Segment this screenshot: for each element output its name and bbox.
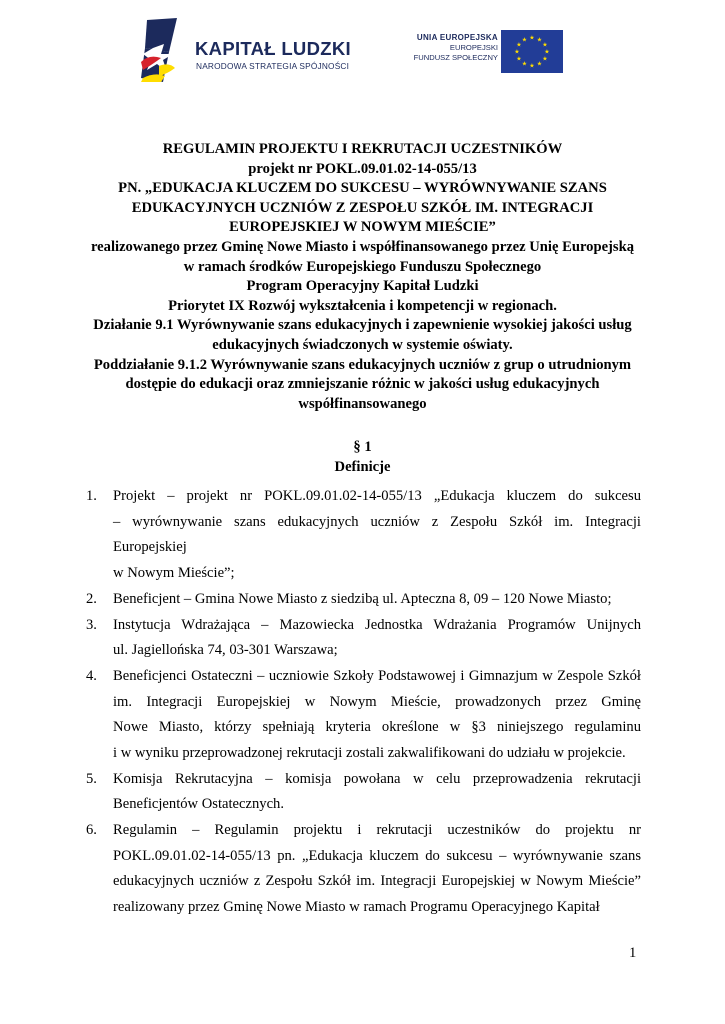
list-item-line: Regulamin – Regulamin projektu i rekrutacji uczestników do projektu nr <box>113 822 641 838</box>
list-item <box>86 664 641 766</box>
list-item-line: Beneficjentów Ostatecznych. <box>113 796 284 812</box>
list-item-number: 5. <box>86 770 97 787</box>
header-line: PN. „EDUKACJA KLUCZEM DO SUKCESU – WYRÓWNYWANIE SZANS <box>118 180 607 197</box>
list-item-line: Projekt – projekt nr POKL.09.01.02-14-055/13 „Edukacja kluczem do sukcesu <box>113 488 641 504</box>
svg-text:★: ★ <box>521 60 528 68</box>
svg-text:★: ★ <box>542 55 548 63</box>
svg-text:★: ★ <box>536 60 543 68</box>
kapital-ludzki-emblem-icon <box>139 18 191 84</box>
list-item <box>86 818 641 920</box>
section-title: Definicje <box>334 458 391 475</box>
logo-left-subtitle: NARODOWA STRATEGIA SPÓJNOŚCI <box>196 61 350 71</box>
header-line: EDUKACYJNYCH UCZNIÓW Z ZESPOŁU SZKÓŁ IM. INTEGRACJI <box>131 199 594 216</box>
eu-flag-icon <box>501 30 563 73</box>
list-item-line: realizowany przez Gminę Nowe Miasto w ramach Programu Operacyjnego Kapitał <box>113 898 600 915</box>
svg-text:★: ★ <box>529 34 535 42</box>
list-item-line: i w wyniku przeprowadzonej rekrutacji zostali zakwalifikowani do udziału w projekcie. <box>113 744 626 761</box>
eu-logo-line3: FUNDUSZ SPOŁECZNY <box>413 53 498 63</box>
section-heading <box>40 438 685 477</box>
header-line: w ramach środków Europejskiego Funduszu Społecznego <box>183 258 542 275</box>
list-item-line: – wyrównywanie szans edukacyjnych uczniów z Zespołu Szkół im. Integracji Europejskiej <box>113 513 641 555</box>
svg-text:★: ★ <box>514 48 520 56</box>
eu-logo-line2: EUROPEJSKI <box>449 43 498 53</box>
list-item-line: im. Integracji Europejskiej w Nowym Mieście, prowadzonych przez Gminę <box>113 693 641 710</box>
list-item-line: Komisja Rekrutacyjna – komisja powołana w celu przeprowadzenia rekrutacji <box>113 770 641 787</box>
list-item-number: 3. <box>86 616 97 633</box>
list-item-line: Beneficjent – Gmina Nowe Miasto z siedzibą ul. Apteczna 8, 09 – 120 Nowe Miasto; <box>113 590 612 607</box>
header-line: Działanie 9.1 Wyrównywanie szans edukacyjnych i zapewnienie wysokiej jakości usług <box>93 317 632 334</box>
header-line: realizowanego przez Gminę Nowe Miasto i współfinansowanego przez Unię Europejską <box>90 238 635 255</box>
list-item-line: edukacyjnych uczniów z Zespołu Szkół im. Integracji Europejskiej w Nowym Mieście” <box>113 873 641 889</box>
kapital-ludzki-logo <box>139 18 349 84</box>
header-line: Priorytet IX Rozwój wykształcenia i kompetencji w regionach. <box>168 297 557 314</box>
definitions-list <box>86 484 641 921</box>
list-item-number: 6. <box>86 822 97 838</box>
logo-left-title: KAPITAŁ LUDZKI <box>195 38 351 59</box>
header-title: REGULAMIN PROJEKTU I REKRUTACJI UCZESTNIKÓW <box>162 141 563 157</box>
svg-text:★: ★ <box>516 41 522 49</box>
list-item-line: w Nowym Mieście”; <box>113 564 235 581</box>
header-line: współfinansowanego <box>298 395 427 412</box>
header-line: edukacyjnych świadczonych w systemie oświaty. <box>212 336 513 353</box>
svg-text:★: ★ <box>516 55 522 63</box>
svg-text:★: ★ <box>536 36 543 44</box>
list-item <box>86 613 641 664</box>
svg-text:★: ★ <box>542 41 548 49</box>
eu-logo-text <box>414 33 498 64</box>
header-line: EUROPEJSKIEJ W NOWYM MIEŚCIE” <box>229 219 496 236</box>
list-item-line: Nowe Miasto, którzy spełniają kryteria określone w §3 niniejszego regulaminu <box>113 719 641 735</box>
document-header <box>40 140 685 414</box>
header-line: Poddziałanie 9.1.2 Wyrównywanie szans edukacyjnych uczniów z grup o utrudnionym <box>93 356 632 373</box>
list-item-line: Instytucja Wdrażająca – Mazowiecka Jednostka Wdrażania Programów Unijnych <box>113 616 641 633</box>
section-number: § 1 <box>353 439 372 455</box>
list-item-line: Beneficjenci Ostateczni – uczniowie Szkoły Podstawowej i Gimnazjum w Zespole Szkół <box>113 668 641 684</box>
list-item-number: 1. <box>86 488 97 504</box>
list-item <box>86 484 641 586</box>
list-item-line: ul. Jagiellońska 74, 03-301 Warszawa; <box>113 642 338 658</box>
list-item <box>86 587 641 613</box>
svg-text:★: ★ <box>529 62 535 70</box>
header-line: Program Operacyjny Kapitał Ludzki <box>246 278 479 295</box>
eu-logo <box>400 30 570 76</box>
list-item <box>86 767 641 818</box>
header-line: dostępie do edukacji oraz zmniejszanie różnic w jakości usług edukacyjnych <box>125 376 600 393</box>
header-project-number: projekt nr POKL.09.01.02-14-055/13 <box>248 160 477 177</box>
list-item-number: 4. <box>86 668 97 684</box>
svg-text:★: ★ <box>544 48 550 56</box>
page-number: 1 <box>629 945 637 961</box>
list-item-number: 2. <box>86 590 97 607</box>
eu-logo-line1: UNIA EUROPEJSKA <box>416 33 498 42</box>
list-item-line: POKL.09.01.02-14-055/13 pn. „Edukacja kluczem do sukcesu – wyrównywanie szans <box>113 847 641 864</box>
svg-text:★: ★ <box>521 36 528 44</box>
